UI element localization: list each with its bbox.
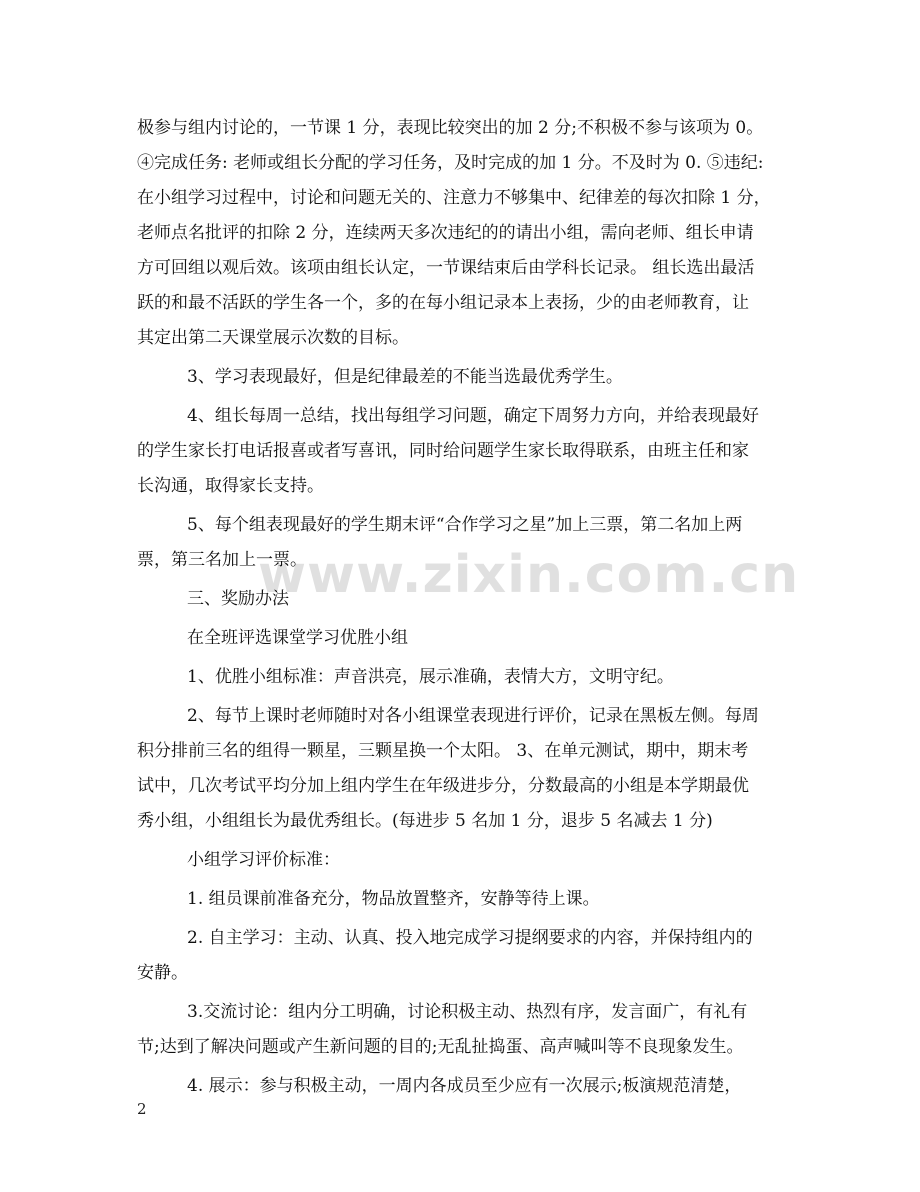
text-line: ④完成任务: 老师或组长分配的学习任务，及时完成的加 1 分。不及时为 0. ⑤违纪:: [137, 153, 764, 173]
paragraph-5: 5、每个组表现最好的学生期末评“合作学习之星”加上三票，第二名加上两: [187, 515, 743, 535]
text-line: 秀小组，小组组长为最优秀组长。(每进步 5 名加 1 分，退步 5 名减去 1 分): [137, 811, 713, 831]
page-number: 2: [137, 1100, 147, 1118]
list-item-4: 4. 展示：参与积极主动，一周内各成员至少应有一次展示;板演规范清楚，: [187, 1076, 742, 1096]
text-line: 的学生家长打电话报喜或者写喜讯，同时给问题学生家长取得联系，由班主任和家: [137, 441, 749, 461]
text-line: 票，第三名加上一票。: [137, 550, 307, 570]
paragraph-3: 3、学习表现最好，但是纪律最差的不能当选最优秀学生。: [187, 367, 623, 387]
list-item-1: 1. 组员课前准备充分，物品放置整齐，安静等待上课。: [187, 889, 600, 909]
list-item-2: 2. 自主学习：主动、认真、投入地完成学习提纲要求的内容，并保持组内的: [187, 928, 753, 948]
paragraph-1: 1、优胜小组标准：声音洪亮，展示准确，表情大方，文明守纪。: [187, 667, 674, 687]
text-line: 跃的和最不活跃的学生各一个，多的在每小组记录本上表扬，少的由老师教育，让: [137, 293, 749, 313]
text-line: 长沟通，取得家长支持。: [137, 476, 324, 496]
paragraph: 在全班评选课堂学习优胜小组: [187, 628, 408, 648]
text-line: 方可回组以观后效。该项由组长认定，一节课结束后由学科长记录。 组长选出最活: [137, 258, 755, 278]
text-line: 老师点名批评的扣除 2 分，连续两天多次违纪的的请出小组，需向老师、组长申请: [137, 223, 754, 243]
text-line: 在小组学习过程中，讨论和问题无关的、注意力不够集中、纪律差的每次扣除 1 分，: [137, 188, 771, 208]
text-line: 节;达到了解决问题或产生新问题的目的;无乱扯捣蛋、高声喊叫等不良现象发生。: [137, 1037, 744, 1057]
subheading: 小组学习评价标准：: [187, 850, 340, 870]
paragraph-2: 2、每节上课时老师随时对各小组课堂表现进行评价，记录在黑板左侧。每周: [187, 706, 759, 726]
text-line: 积分排前三名的组得一颗星，三颗星换一个太阳。 3、在单元测试，期中，期末考: [137, 741, 749, 761]
text-line: 安静。: [137, 963, 188, 983]
paragraph-4: 4、组长每周一总结，找出每组学习问题，确定下周努力方向，并给表现最好: [187, 406, 759, 426]
text-line: 试中，几次考试平均分加上组内学生在年级进步分，分数最高的小组是本学期最优: [137, 776, 749, 796]
section-heading: 三、奖励办法: [187, 589, 289, 609]
list-item-3: 3.交流讨论：组内分工明确，讨论积极主动、热烈有序，发言面广，有礼有: [187, 1002, 748, 1022]
watermark: www.zixin.com.cn: [258, 545, 800, 605]
text-line: 极参与组内讨论的，一节课 1 分，表现比较突出的加 2 分;不积极不参与该项为 0。: [137, 118, 764, 138]
text-line: 其定出第二天课堂展示次数的目标。: [137, 328, 409, 348]
